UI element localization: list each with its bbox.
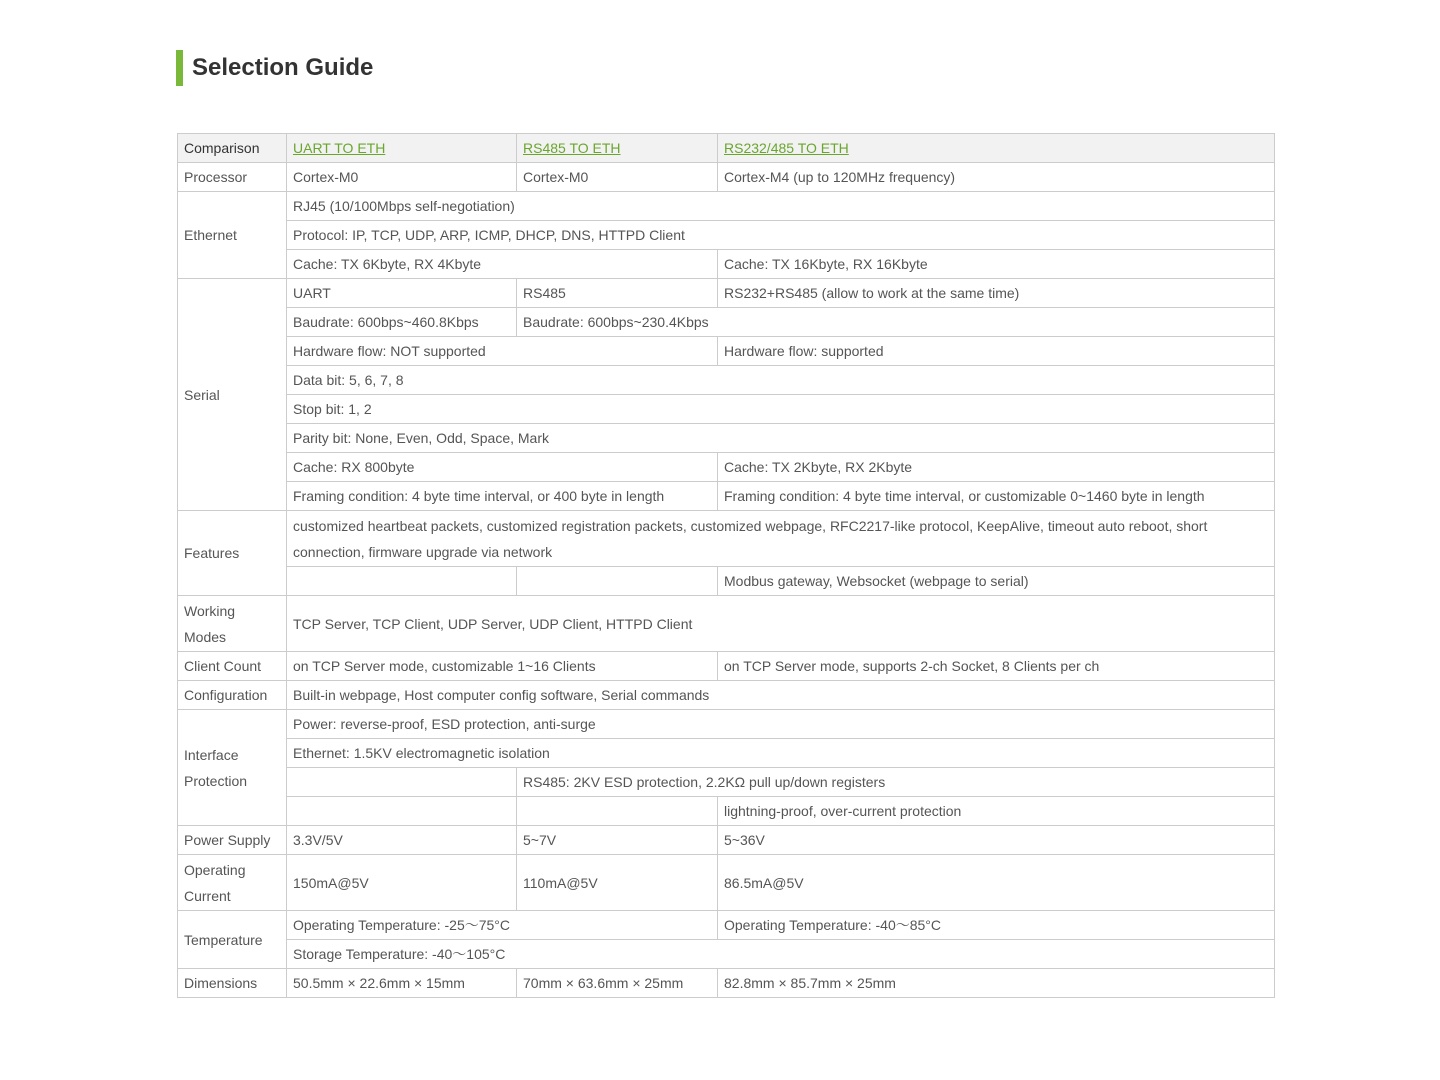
table-cell: Protocol: IP, TCP, UDP, ARP, ICMP, DHCP, DNS, HTTPD Client [287, 221, 1275, 250]
table-cell: TCP Server, TCP Client, UDP Server, UDP Client, HTTPD Client [287, 596, 1275, 652]
table-cell: RS232+RS485 (allow to work at the same time) [718, 279, 1275, 308]
table-row [178, 739, 1275, 768]
table-row [178, 192, 1275, 221]
section-heading [176, 50, 373, 86]
table-row [178, 826, 1275, 855]
table-row [178, 366, 1275, 395]
rs232-485-to-eth-link[interactable]: RS232/485 TO ETH [724, 140, 849, 156]
table-row [178, 969, 1275, 998]
table-row [178, 511, 1275, 567]
table-cell: 150mA@5V [287, 855, 517, 911]
table-cell: 5~36V [718, 826, 1275, 855]
table-cell: lightning-proof, over-current protection [718, 797, 1275, 826]
heading-accent-bar [176, 50, 183, 86]
table-cell: 3.3V/5V [287, 826, 517, 855]
table-cell: Framing condition: 4 byte time interval, or customizable 0~1460 byte in length [718, 482, 1275, 511]
comparison-header: Comparison [178, 134, 287, 163]
table-cell: Cache: TX 6Kbyte, RX 4Kbyte [287, 250, 718, 279]
table-row [178, 453, 1275, 482]
table-cell: Cortex-M4 (up to 120MHz frequency) [718, 163, 1275, 192]
table-cell: UART [287, 279, 517, 308]
product-header-rs485 [517, 134, 718, 163]
table-cell: on TCP Server mode, supports 2-ch Socket, 8 Clients per ch [718, 652, 1275, 681]
table-cell: Operating Temperature: -40～85°C [718, 911, 1275, 940]
table-row [178, 482, 1275, 511]
table-row [178, 911, 1275, 940]
table-cell-empty [287, 567, 517, 596]
table-header-row [178, 134, 1275, 163]
table-cell: RS485: 2KV ESD protection, 2.2KΩ pull up/down registers [517, 768, 1275, 797]
table-cell: RS485 [517, 279, 718, 308]
table-cell: Cache: RX 800byte [287, 453, 718, 482]
table-cell: Data bit: 5, 6, 7, 8 [287, 366, 1275, 395]
product-header-rs232 [718, 134, 1275, 163]
row-label: Serial [178, 279, 287, 511]
table-cell: Storage Temperature: -40～105°C [287, 940, 1275, 969]
table-row [178, 337, 1275, 366]
row-label: Processor [178, 163, 287, 192]
row-label: Ethernet [178, 192, 287, 279]
table-row [178, 250, 1275, 279]
table-row [178, 221, 1275, 250]
uart-to-eth-link[interactable]: UART TO ETH [293, 140, 386, 156]
table-row [178, 940, 1275, 969]
table-cell: Modbus gateway, Websocket (webpage to serial) [718, 567, 1275, 596]
table-cell: RJ45 (10/100Mbps self-negotiation) [287, 192, 1275, 221]
table-cell-empty [287, 797, 517, 826]
table-cell: Baudrate: 600bps~460.8Kbps [287, 308, 517, 337]
table-row [178, 163, 1275, 192]
row-label: Working Modes [178, 596, 287, 652]
row-label: Operating Current [178, 855, 287, 911]
table-cell: 110mA@5V [517, 855, 718, 911]
table-row [178, 768, 1275, 797]
table-row [178, 710, 1275, 739]
table-cell: Operating Temperature: -25～75°C [287, 911, 718, 940]
table-row [178, 308, 1275, 337]
table-cell: Power: reverse-proof, ESD protection, anti-surge [287, 710, 1275, 739]
table-cell: 5~7V [517, 826, 718, 855]
table-row [178, 681, 1275, 710]
table-cell-empty [517, 797, 718, 826]
rs485-to-eth-link[interactable]: RS485 TO ETH [523, 140, 621, 156]
table-row [178, 797, 1275, 826]
selection-guide-table [177, 133, 1275, 998]
table-cell: Cache: TX 2Kbyte, RX 2Kbyte [718, 453, 1275, 482]
page-title: Selection Guide [192, 54, 374, 81]
row-label: Configuration [178, 681, 287, 710]
table-cell: 70mm × 63.6mm × 25mm [517, 969, 718, 998]
table-cell-empty [517, 567, 718, 596]
table-cell: 50.5mm × 22.6mm × 15mm [287, 969, 517, 998]
table-cell: Baudrate: 600bps~230.4Kbps [517, 308, 1275, 337]
table-cell: Hardware flow: supported [718, 337, 1275, 366]
table-row [178, 596, 1275, 652]
table-cell: 86.5mA@5V [718, 855, 1275, 911]
table-row [178, 279, 1275, 308]
table-row [178, 652, 1275, 681]
table-cell: Cortex-M0 [517, 163, 718, 192]
row-label: Features [178, 511, 287, 596]
table-cell: on TCP Server mode, customizable 1~16 Clients [287, 652, 718, 681]
row-label: Interface Protection [178, 710, 287, 826]
table-cell: Built-in webpage, Host computer config software, Serial commands [287, 681, 1275, 710]
table-cell: Parity bit: None, Even, Odd, Space, Mark [287, 424, 1275, 453]
row-label: Client Count [178, 652, 287, 681]
table-cell: Stop bit: 1, 2 [287, 395, 1275, 424]
row-label: Power Supply [178, 826, 287, 855]
row-label: Temperature [178, 911, 287, 969]
table-cell: customized heartbeat packets, customized registration packets, customized webpage, RFC2217-like protocol, KeepAlive, timeout auto reboot, short connection, firmware upgrade via network [287, 511, 1275, 567]
table-cell: Ethernet: 1.5KV electromagnetic isolation [287, 739, 1275, 768]
table-row [178, 567, 1275, 596]
table-cell: Framing condition: 4 byte time interval, or 400 byte in length [287, 482, 718, 511]
table-cell-empty [287, 768, 517, 797]
table-cell: 82.8mm × 85.7mm × 25mm [718, 969, 1275, 998]
table-cell: Cache: TX 16Kbyte, RX 16Kbyte [718, 250, 1275, 279]
table-row [178, 424, 1275, 453]
table-cell: Cortex-M0 [287, 163, 517, 192]
table-cell: Hardware flow: NOT supported [287, 337, 718, 366]
product-header-uart [287, 134, 517, 163]
table-row [178, 855, 1275, 911]
row-label: Dimensions [178, 969, 287, 998]
table-row [178, 395, 1275, 424]
